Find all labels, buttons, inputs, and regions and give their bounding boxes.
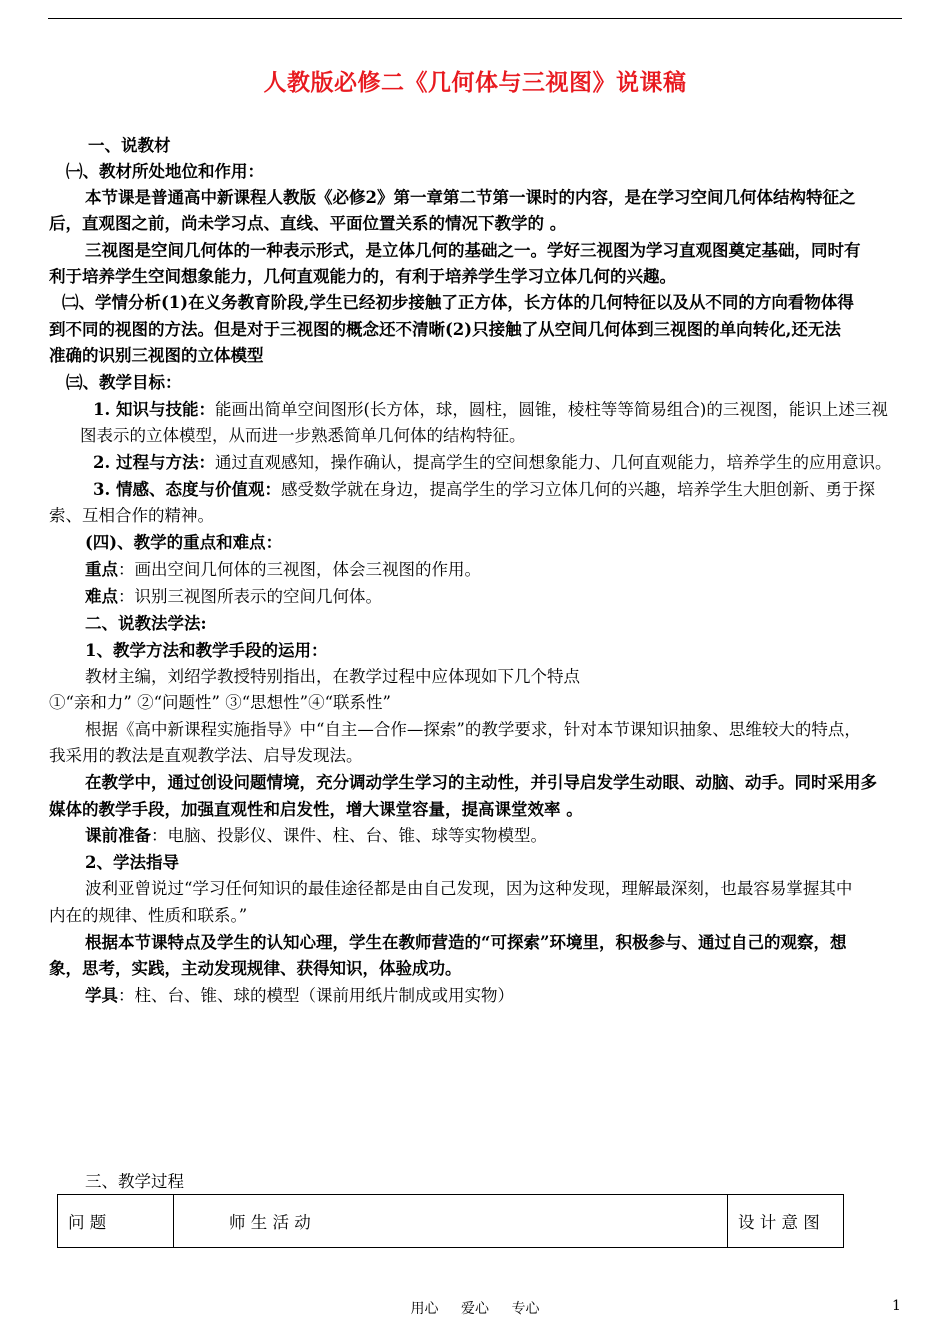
header-rule [48, 18, 902, 19]
paragraph-line: 媒体的教学手段，加强直观性和启发性，增大课堂容量，提高课堂效率 。 [49, 800, 583, 819]
section-heading-3: 三、教学过程 [85, 1172, 184, 1191]
goal-item-1 [93, 397, 888, 423]
section-heading-2: 二、说教法学法: [85, 614, 207, 633]
goal-label: 1. 知识与技能： [93, 400, 215, 419]
subheading-goals: ㈢、教学目标： [66, 373, 182, 392]
goal-text: 感受数学就在身边，提高学生的学习立体几何的兴趣，培养学生大胆创新、勇于探 [280, 480, 875, 499]
features-line: ①“亲和力” ②“问题性” ③“思想性”④“联系性” [49, 693, 391, 712]
subheading-learner-analysis: ㈡、学情分析(1)在义务教育阶段,学生已经初步接触了正方体，长方体的几何特征以及从不同的方向看物体得 [62, 293, 854, 312]
preparation-text: ：电脑、投影仪、课件、柱、台、锥、球等实物模型。 [151, 826, 547, 845]
table-header-row [58, 1195, 844, 1248]
paragraph-line: 我采用的教法是直观教学法、启导发现法。 [49, 746, 363, 765]
goal-item-2 [93, 450, 891, 476]
paragraph-line: 利于培养学生空间想象能力，几何直观能力的，有利于培养学生学习立体几何的兴趣。 [49, 267, 676, 286]
paragraph-line: 到不同的视图的方法。但是对于三视图的概念还不清晰(2)只接触了从空间几何体到三视图的单向转化,还无法 [49, 320, 841, 339]
paragraph-line: 在教学中，通过创设问题情境，充分调动学生学习的主动性，并引导启发学生动眼、动脑、动手。同时采用多 [85, 773, 877, 792]
paragraph-line: 本节课是普通高中新课程人教版《必修2》第一章第二节第一课时的内容，是在学习空间几何体结构特征之 [85, 188, 856, 207]
goal-text: 能画出简单空间图形(长方体，球，圆柱，圆锥，棱柱等等简易组合)的三视图，能识上述三视 [214, 400, 888, 419]
difficulty-label: 难点 [85, 587, 118, 606]
page-number: 1 [892, 1298, 901, 1314]
paragraph-line: 象，思考，实践，主动发现规律、获得知识，体验成功。 [49, 959, 462, 978]
subheading-position: ㈠、教材所处地位和作用： [66, 162, 264, 181]
preparation-label: 课前准备 [85, 826, 151, 845]
paragraph-line: 教材主编，刘绍学教授特别指出，在教学过程中应体现如下几个特点 [85, 667, 580, 686]
tools-line [85, 983, 514, 1009]
key-point-text: ：画出空间几何体的三视图，体会三视图的作用。 [118, 560, 481, 579]
tools-text: ：柱、台、锥、球的模型（课前用纸片制成或用实物） [118, 986, 514, 1005]
key-point-label: 重点 [85, 560, 118, 579]
table-header-question: 问 题 [58, 1195, 174, 1248]
page-footer: 用心 爱心 专心 [410, 1301, 540, 1317]
document-title: 人教版必修二《几何体与三视图》说课稿 [263, 70, 687, 96]
goal-text: 通过直观感知，操作确认，提高学生的空间想象能力、几何直观能力，培养学生的应用意识。 [214, 453, 892, 472]
goal-label: 3. 情感、态度与价值观： [93, 480, 281, 499]
paragraph-line: 图表示的立体模型，从而进一步熟悉简单几何体的结构特征。 [80, 426, 526, 445]
key-point-line [85, 557, 481, 583]
difficulty-line [85, 584, 382, 610]
paragraph-line: 三视图是空间几何体的一种表示形式，是立体几何的基础之一。学好三视图为学习直观图奠定基础，同时有 [85, 241, 861, 260]
paragraph-line: 波利亚曾说过“学习任何知识的最佳途径都是由自己发现，因为这种发现，理解最深刻，也最容易掌握其中 [85, 879, 853, 898]
teaching-process-table [57, 1194, 844, 1248]
paragraph-line: 根据本节课特点及学生的认知心理，学生在教师营造的“可探索”环境里，积极参与、通过自己的观察，想 [85, 933, 847, 952]
paragraph-line: 索、互相合作的精神。 [49, 506, 214, 525]
difficulty-text: ：识别三视图所表示的空间几何体。 [118, 587, 382, 606]
subheading-key-points: (四)、教学的重点和难点： [85, 533, 283, 552]
table-header-activity: 师 生 活 动 [174, 1195, 728, 1248]
preparation-line [85, 823, 547, 849]
goal-item-3 [93, 477, 875, 503]
paragraph-line: 根据《高中新课程实施指导》中“自主—合作—探索”的教学要求，针对本节课知识抽象、思维较大的特点， [85, 720, 861, 739]
paragraph-line: 内在的规律、性质和联系。” [49, 906, 248, 925]
paragraph-line: 后，直观图之前，尚未学习点、直线、平面位置关系的情况下教学的 。 [49, 214, 567, 233]
goal-label: 2. 过程与方法： [93, 453, 215, 472]
section-heading-1: 一、说教材 [88, 136, 171, 155]
table-header-intent: 设 计 意 图 [728, 1195, 844, 1248]
subheading-study-guidance: 2、学法指导 [85, 853, 179, 872]
subheading-methods: 1、教学方法和教学手段的运用： [85, 641, 328, 660]
tools-label: 学具 [85, 986, 118, 1005]
paragraph-line: 准确的识别三视图的立体模型 [49, 346, 264, 365]
